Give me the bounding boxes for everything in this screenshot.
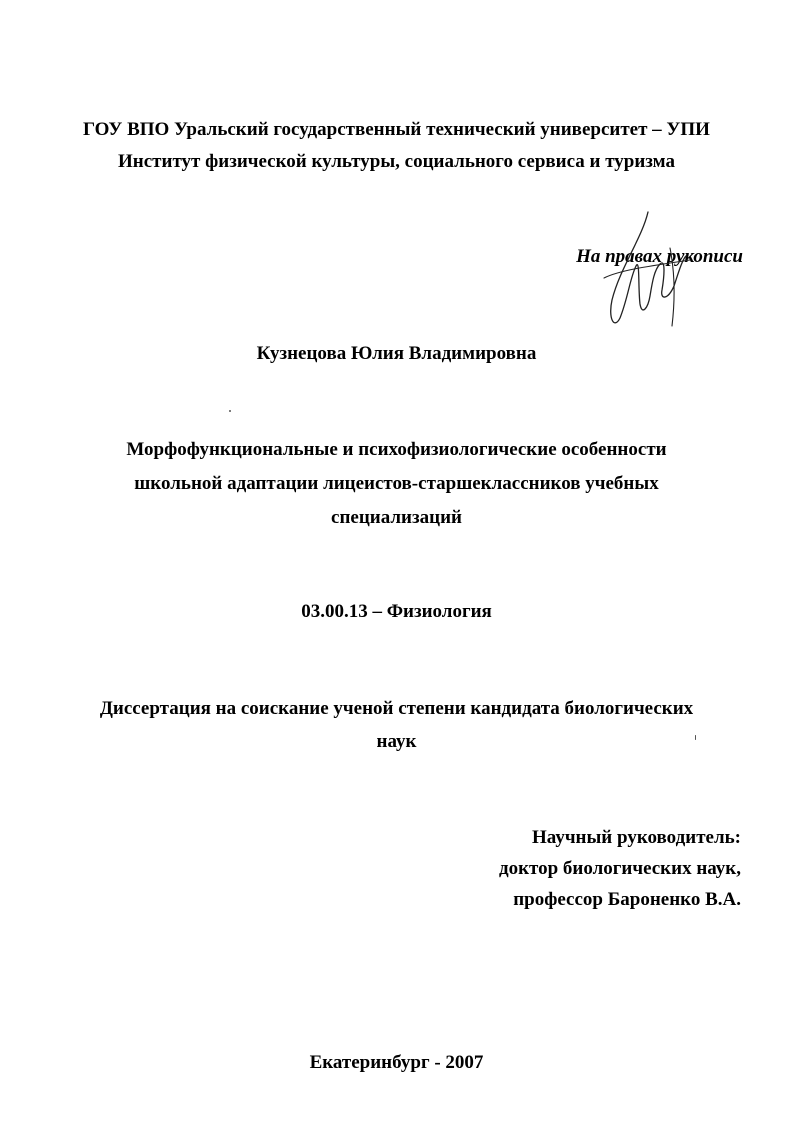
specialty-code: 03.00.13 – Физиология [301, 601, 492, 622]
scan-speck [695, 735, 696, 740]
thesis-title-line-2: школьной адаптации лицеистов-старшеклассников учебных [134, 473, 659, 494]
institute-name: Институт физической культуры, социального сервиса и туризма [118, 151, 675, 172]
place-and-year: Екатеринбург - 2007 [309, 1052, 484, 1073]
degree-line-2: наук [376, 731, 417, 752]
scan-speck [229, 410, 231, 412]
supervisor-label: Научный руководитель: [532, 827, 741, 848]
handwritten-signature [590, 208, 700, 338]
thesis-title-line-3: специализаций [331, 507, 462, 528]
thesis-title-line-1: Морфофункциональные и психофизиологические особенности [126, 439, 667, 460]
supervisor-name: профессор Бароненко В.А. [513, 889, 741, 910]
manuscript-rights-note: На правах рукописи [576, 246, 743, 267]
author-name: Кузнецова Юлия Владимировна [256, 343, 537, 364]
supervisor-degree: доктор биологических наук, [498, 858, 741, 879]
degree-line-1: Диссертация на соискание ученой степени кандидата биологических [99, 698, 694, 719]
university-name: ГОУ ВПО Уральский государственный технический университет – УПИ [83, 119, 710, 140]
